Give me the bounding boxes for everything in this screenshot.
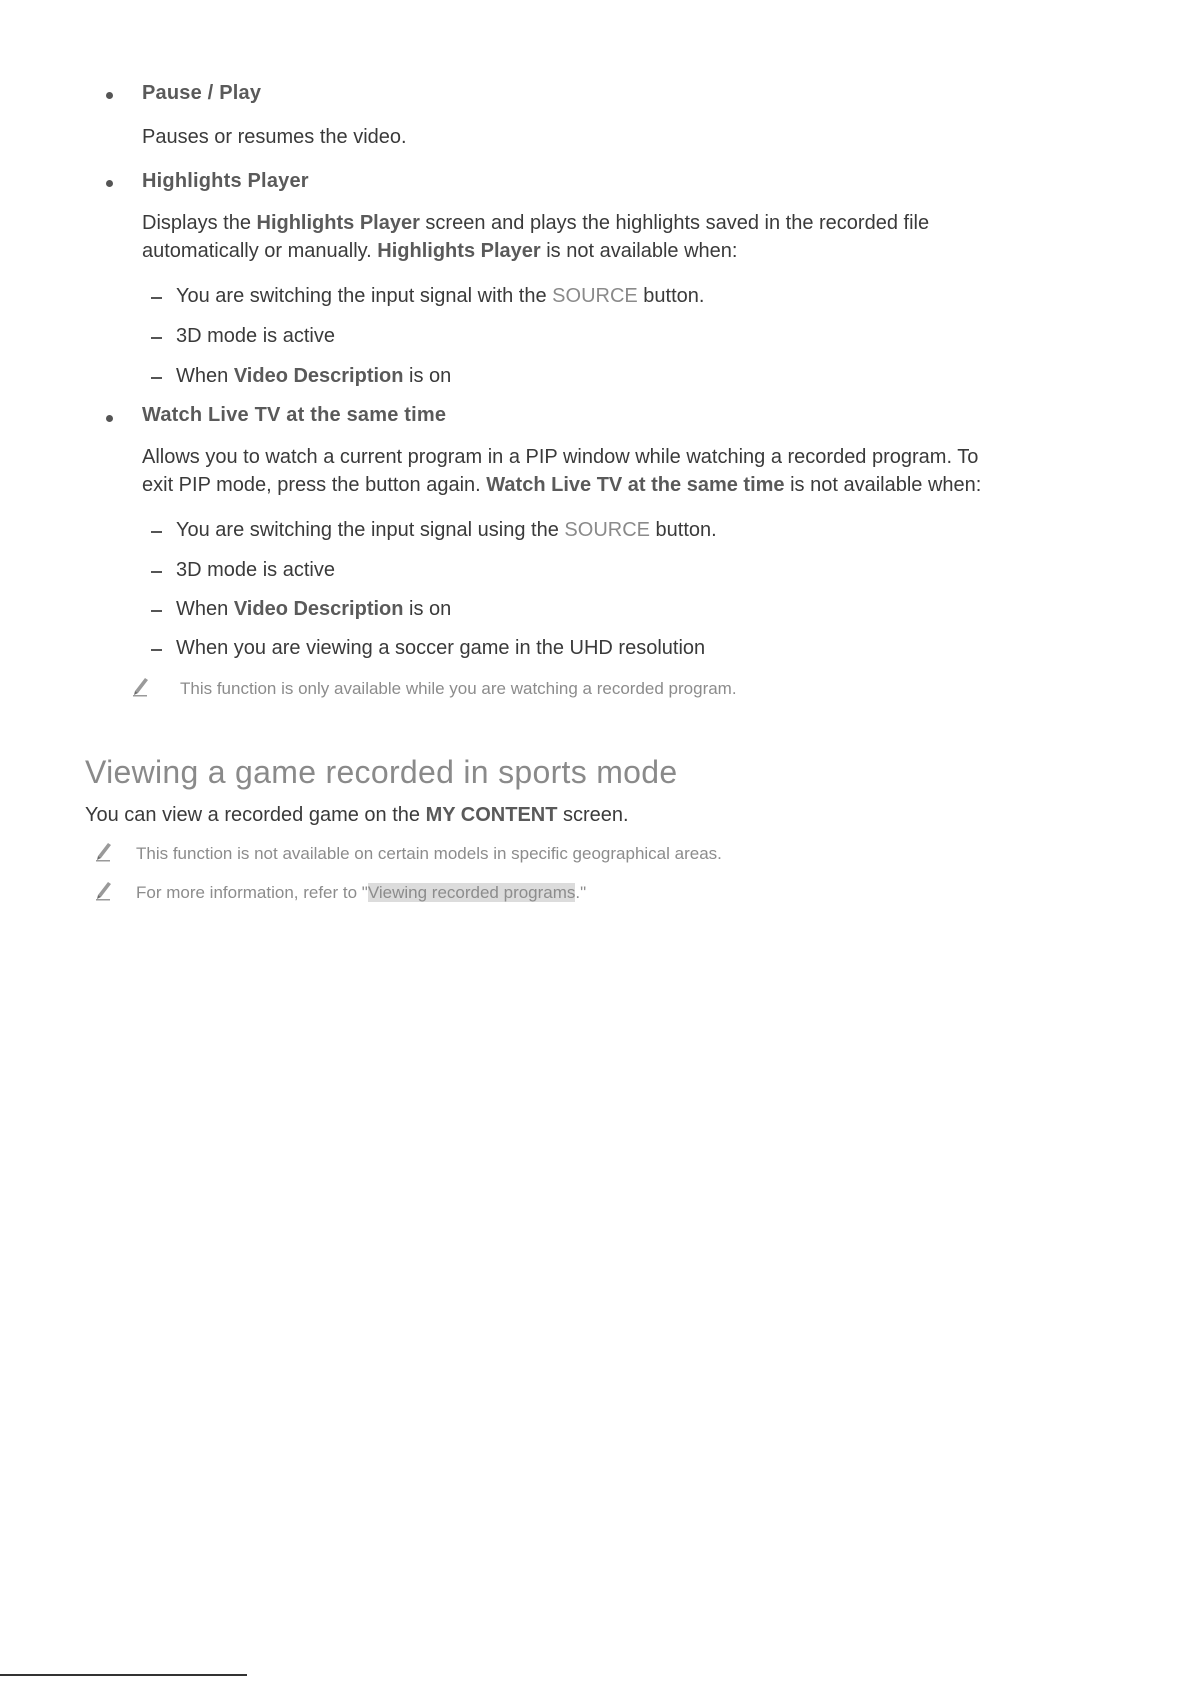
text-span: is not available when: — [540, 240, 738, 262]
watch-live-desc-line1: Allows you to watch a current program in a PIP window while watching a recorded program. To — [142, 446, 979, 468]
footer-divider — [0, 1674, 247, 1676]
text-span: When — [176, 598, 234, 620]
section-heading: Viewing a game recorded in sports mode — [85, 754, 678, 790]
pencil-note-icon — [131, 675, 151, 697]
watch-live-note: This function is only available while you are watching a recorded program. — [180, 679, 737, 698]
dash-marker — [151, 297, 162, 299]
dash-marker — [151, 531, 162, 533]
item-title-watch-live: Watch Live TV at the same time — [142, 404, 447, 426]
highlighted-term: Video Description — [233, 598, 404, 620]
text-span: is not available when: — [784, 474, 982, 496]
text-span: is on — [403, 365, 452, 387]
highlights-desc-line1 — [142, 209, 929, 237]
text-span: For more information, refer to " — [136, 883, 368, 902]
bullet-dot — [106, 180, 113, 187]
text-span: is on — [403, 598, 452, 620]
highlighted-term: Highlights Player — [256, 212, 420, 234]
availability-note: This function is not available on certain models in specific geographical areas. — [136, 844, 722, 863]
text-span: You can view a recorded game on the — [85, 804, 426, 826]
watch-live-condition-2: 3D mode is active — [176, 559, 335, 581]
highlighted-term: Highlights Player — [377, 240, 541, 262]
text-span: You are switching the input signal using the — [176, 519, 565, 541]
text-span: Displays the — [142, 212, 257, 234]
highlighted-term: Video Description — [233, 365, 404, 387]
highlighted-term: Watch Live TV at the same time — [486, 474, 785, 496]
text-span: ." — [575, 883, 587, 902]
highlights-condition-2: 3D mode is active — [176, 325, 335, 347]
item-title-pause-play: Pause / Play — [142, 82, 262, 104]
my-content-term: MY CONTENT — [425, 804, 558, 826]
text-span: button. — [650, 519, 717, 541]
text-span: When — [176, 365, 234, 387]
source-button-term: SOURCE — [564, 519, 650, 541]
dash-marker — [151, 571, 162, 573]
dash-marker — [151, 649, 162, 651]
text-span: automatically or manually. — [142, 240, 378, 262]
watch-live-desc-line2 — [142, 471, 981, 499]
dash-marker — [151, 337, 162, 339]
item-title-highlights: Highlights Player — [142, 170, 309, 192]
bullet-dot — [106, 415, 113, 422]
highlights-condition-3 — [176, 365, 451, 388]
watch-live-condition-1 — [176, 519, 717, 542]
reference-note — [136, 883, 586, 903]
highlights-condition-1 — [176, 285, 704, 308]
watch-live-condition-3 — [176, 598, 451, 621]
text-span: You are switching the input signal with the — [176, 285, 553, 307]
pencil-note-icon — [94, 840, 114, 862]
highlights-desc-line2 — [142, 237, 737, 265]
text-span: screen and plays the highlights saved in the recorded file — [419, 212, 930, 234]
text-span: exit PIP mode, press the button again. — [142, 474, 487, 496]
watch-live-condition-4: When you are viewing a soccer game in the UHD resolution — [176, 637, 706, 659]
item-desc-pause-play: Pauses or resumes the video. — [142, 126, 407, 148]
text-span: screen. — [557, 804, 629, 826]
dash-marker — [151, 377, 162, 379]
pencil-note-icon — [94, 879, 114, 901]
source-button-term: SOURCE — [552, 285, 638, 307]
text-span: button. — [637, 285, 705, 307]
viewing-recorded-programs-link[interactable]: Viewing recorded programs — [367, 883, 576, 902]
dash-marker — [151, 610, 162, 612]
bullet-dot — [106, 92, 113, 99]
section-intro — [85, 801, 629, 829]
